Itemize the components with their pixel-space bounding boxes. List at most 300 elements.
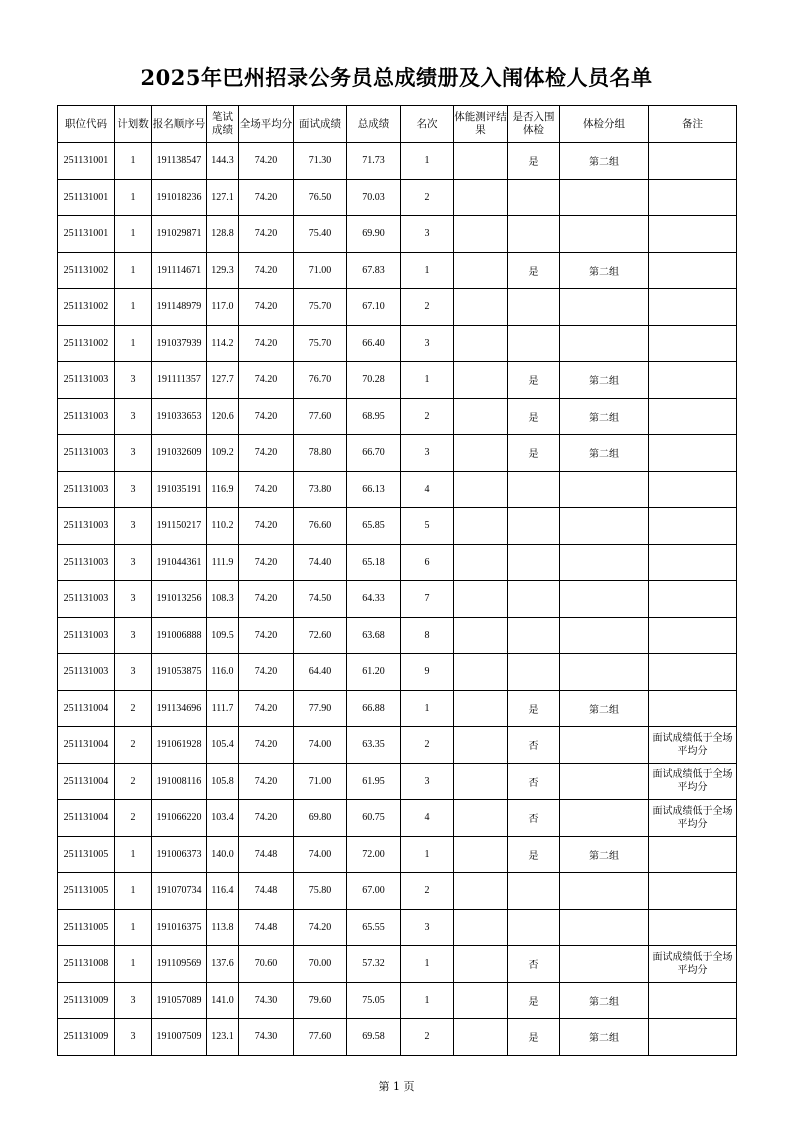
- cell-plan-count: 1: [115, 325, 152, 362]
- cell-interview-score: 77.60: [294, 398, 347, 435]
- cell-registration-no: 191109569: [152, 946, 207, 983]
- cell-total-score: 72.00: [347, 836, 401, 873]
- table-row: [58, 289, 737, 326]
- cell-written-score: 108.3: [207, 581, 239, 618]
- table-row: [58, 325, 737, 362]
- cell-plan-count: 3: [115, 398, 152, 435]
- cell-exam-group: 第二组: [560, 982, 649, 1019]
- cell-written-score: 127.1: [207, 179, 239, 216]
- cell-interview-score: 79.60: [294, 982, 347, 1019]
- cell-shortlisted: [508, 216, 560, 253]
- cell-exam-group: 第二组: [560, 252, 649, 289]
- cell-registration-no: 191053875: [152, 654, 207, 691]
- cell-registration-no: 191070734: [152, 873, 207, 910]
- cell-shortlisted: [508, 873, 560, 910]
- cell-rank: 5: [401, 508, 454, 545]
- cell-average-score: 74.20: [239, 471, 294, 508]
- table-row: [58, 1019, 737, 1056]
- table-row: [58, 800, 737, 837]
- cell-rank: 3: [401, 763, 454, 800]
- cell-average-score: 74.20: [239, 690, 294, 727]
- table-row: [58, 909, 737, 946]
- cell-rank: 8: [401, 617, 454, 654]
- cell-fitness-result: [454, 836, 508, 873]
- cell-plan-count: 1: [115, 946, 152, 983]
- cell-rank: 4: [401, 471, 454, 508]
- cell-rank: 1: [401, 252, 454, 289]
- cell-remarks: 面试成绩低于全场平均分: [649, 763, 737, 800]
- table-row: [58, 435, 737, 472]
- cell-remarks: [649, 435, 737, 472]
- cell-rank: 1: [401, 982, 454, 1019]
- cell-fitness-result: [454, 289, 508, 326]
- cell-written-score: 109.5: [207, 617, 239, 654]
- cell-fitness-result: [454, 982, 508, 1019]
- cell-shortlisted: 否: [508, 946, 560, 983]
- cell-remarks: 面试成绩低于全场平均分: [649, 800, 737, 837]
- cell-plan-count: 1: [115, 179, 152, 216]
- cell-registration-no: 191057089: [152, 982, 207, 1019]
- cell-registration-no: 191033653: [152, 398, 207, 435]
- cell-position-code: 251131001: [58, 216, 115, 253]
- cell-registration-no: 191006888: [152, 617, 207, 654]
- table-row: [58, 617, 737, 654]
- cell-plan-count: 3: [115, 982, 152, 1019]
- cell-written-score: 117.0: [207, 289, 239, 326]
- cell-remarks: [649, 581, 737, 618]
- cell-fitness-result: [454, 800, 508, 837]
- cell-written-score: 114.2: [207, 325, 239, 362]
- table-row: [58, 252, 737, 289]
- cell-shortlisted: 是: [508, 398, 560, 435]
- cell-total-score: 69.58: [347, 1019, 401, 1056]
- cell-average-score: 74.20: [239, 435, 294, 472]
- cell-fitness-result: [454, 727, 508, 764]
- cell-rank: 4: [401, 800, 454, 837]
- table-row: [58, 763, 737, 800]
- cell-fitness-result: [454, 763, 508, 800]
- header-col-written-score: 笔试成绩: [207, 106, 239, 143]
- cell-shortlisted: 是: [508, 836, 560, 873]
- cell-average-score: 74.30: [239, 1019, 294, 1056]
- cell-shortlisted: 是: [508, 435, 560, 472]
- cell-total-score: 71.73: [347, 143, 401, 180]
- table-row: [58, 690, 737, 727]
- table-header-row: [58, 106, 737, 143]
- cell-registration-no: 191008116: [152, 763, 207, 800]
- cell-plan-count: 1: [115, 909, 152, 946]
- cell-remarks: [649, 143, 737, 180]
- cell-total-score: 63.35: [347, 727, 401, 764]
- cell-total-score: 70.28: [347, 362, 401, 399]
- cell-average-score: 74.20: [239, 617, 294, 654]
- cell-exam-group: [560, 654, 649, 691]
- header-col-shortlisted: 是否入围体检: [508, 106, 560, 143]
- cell-registration-no: 191134696: [152, 690, 207, 727]
- cell-written-score: 137.6: [207, 946, 239, 983]
- cell-remarks: [649, 179, 737, 216]
- cell-remarks: [649, 471, 737, 508]
- cell-registration-no: 191035191: [152, 471, 207, 508]
- cell-total-score: 61.20: [347, 654, 401, 691]
- cell-position-code: 251131003: [58, 471, 115, 508]
- cell-written-score: 113.8: [207, 909, 239, 946]
- cell-rank: 1: [401, 143, 454, 180]
- cell-average-score: 74.30: [239, 982, 294, 1019]
- cell-remarks: [649, 617, 737, 654]
- cell-interview-score: 76.50: [294, 179, 347, 216]
- table-row: [58, 982, 737, 1019]
- cell-interview-score: 75.70: [294, 325, 347, 362]
- cell-position-code: 251131009: [58, 982, 115, 1019]
- cell-total-score: 66.88: [347, 690, 401, 727]
- cell-average-score: 74.20: [239, 800, 294, 837]
- cell-shortlisted: 是: [508, 143, 560, 180]
- cell-written-score: 144.3: [207, 143, 239, 180]
- header-col-total-score: 总成绩: [347, 106, 401, 143]
- cell-plan-count: 1: [115, 836, 152, 873]
- cell-exam-group: [560, 216, 649, 253]
- cell-registration-no: 191029871: [152, 216, 207, 253]
- cell-plan-count: 1: [115, 143, 152, 180]
- cell-total-score: 70.03: [347, 179, 401, 216]
- cell-position-code: 251131002: [58, 325, 115, 362]
- cell-rank: 1: [401, 946, 454, 983]
- cell-written-score: 105.4: [207, 727, 239, 764]
- cell-plan-count: 2: [115, 800, 152, 837]
- cell-position-code: 251131004: [58, 690, 115, 727]
- cell-average-score: 74.20: [239, 143, 294, 180]
- cell-total-score: 63.68: [347, 617, 401, 654]
- cell-rank: 7: [401, 581, 454, 618]
- cell-interview-score: 78.80: [294, 435, 347, 472]
- cell-remarks: [649, 1019, 737, 1056]
- cell-average-score: 74.20: [239, 398, 294, 435]
- cell-rank: 1: [401, 836, 454, 873]
- cell-shortlisted: [508, 654, 560, 691]
- cell-fitness-result: [454, 1019, 508, 1056]
- cell-average-score: 74.20: [239, 179, 294, 216]
- cell-average-score: 74.20: [239, 289, 294, 326]
- table-row: [58, 654, 737, 691]
- cell-written-score: 123.1: [207, 1019, 239, 1056]
- cell-fitness-result: [454, 362, 508, 399]
- cell-total-score: 60.75: [347, 800, 401, 837]
- cell-average-score: 74.20: [239, 216, 294, 253]
- cell-shortlisted: 是: [508, 1019, 560, 1056]
- cell-exam-group: 第二组: [560, 1019, 649, 1056]
- cell-plan-count: 2: [115, 763, 152, 800]
- cell-total-score: 64.33: [347, 581, 401, 618]
- cell-remarks: 面试成绩低于全场平均分: [649, 727, 737, 764]
- cell-plan-count: 3: [115, 471, 152, 508]
- cell-shortlisted: [508, 581, 560, 618]
- table-row: [58, 508, 737, 545]
- cell-position-code: 251131003: [58, 617, 115, 654]
- cell-written-score: 116.0: [207, 654, 239, 691]
- cell-written-score: 129.3: [207, 252, 239, 289]
- cell-registration-no: 191007509: [152, 1019, 207, 1056]
- table-row: [58, 362, 737, 399]
- cell-fitness-result: [454, 143, 508, 180]
- cell-plan-count: 1: [115, 289, 152, 326]
- cell-shortlisted: [508, 544, 560, 581]
- table-row: [58, 873, 737, 910]
- cell-remarks: [649, 982, 737, 1019]
- cell-total-score: 57.32: [347, 946, 401, 983]
- cell-shortlisted: [508, 325, 560, 362]
- cell-interview-score: 74.00: [294, 836, 347, 873]
- header-col-position-code: 职位代码: [58, 106, 115, 143]
- cell-written-score: 111.7: [207, 690, 239, 727]
- table-row: [58, 143, 737, 180]
- cell-fitness-result: [454, 325, 508, 362]
- cell-fitness-result: [454, 252, 508, 289]
- cell-total-score: 67.83: [347, 252, 401, 289]
- cell-rank: 3: [401, 325, 454, 362]
- cell-average-score: 74.20: [239, 763, 294, 800]
- cell-registration-no: 191061928: [152, 727, 207, 764]
- cell-registration-no: 191032609: [152, 435, 207, 472]
- cell-registration-no: 191148979: [152, 289, 207, 326]
- cell-exam-group: 第二组: [560, 690, 649, 727]
- cell-registration-no: 191037939: [152, 325, 207, 362]
- cell-remarks: 面试成绩低于全场平均分: [649, 946, 737, 983]
- cell-total-score: 67.00: [347, 873, 401, 910]
- cell-average-score: 74.20: [239, 727, 294, 764]
- cell-exam-group: [560, 325, 649, 362]
- cell-written-score: 140.0: [207, 836, 239, 873]
- table-row: [58, 179, 737, 216]
- cell-plan-count: 3: [115, 508, 152, 545]
- cell-position-code: 251131004: [58, 763, 115, 800]
- cell-average-score: 74.20: [239, 654, 294, 691]
- cell-interview-score: 76.70: [294, 362, 347, 399]
- cell-written-score: 110.2: [207, 508, 239, 545]
- cell-position-code: 251131001: [58, 179, 115, 216]
- cell-interview-score: 74.40: [294, 544, 347, 581]
- cell-shortlisted: 否: [508, 800, 560, 837]
- cell-plan-count: 3: [115, 435, 152, 472]
- cell-remarks: [649, 836, 737, 873]
- cell-rank: 2: [401, 289, 454, 326]
- cell-rank: 2: [401, 1019, 454, 1056]
- cell-fitness-result: [454, 398, 508, 435]
- cell-average-score: 74.20: [239, 544, 294, 581]
- cell-total-score: 65.18: [347, 544, 401, 581]
- cell-interview-score: 72.60: [294, 617, 347, 654]
- cell-average-score: 74.48: [239, 873, 294, 910]
- cell-interview-score: 70.00: [294, 946, 347, 983]
- cell-position-code: 251131003: [58, 581, 115, 618]
- cell-fitness-result: [454, 873, 508, 910]
- header-col-fitness-result: 体能测评结果: [454, 106, 508, 143]
- cell-fitness-result: [454, 909, 508, 946]
- cell-registration-no: 191013256: [152, 581, 207, 618]
- cell-shortlisted: [508, 909, 560, 946]
- cell-written-score: 127.7: [207, 362, 239, 399]
- cell-plan-count: 3: [115, 617, 152, 654]
- cell-position-code: 251131003: [58, 435, 115, 472]
- cell-total-score: 69.90: [347, 216, 401, 253]
- cell-registration-no: 191150217: [152, 508, 207, 545]
- cell-exam-group: [560, 946, 649, 983]
- cell-remarks: [649, 398, 737, 435]
- cell-position-code: 251131003: [58, 508, 115, 545]
- cell-fitness-result: [454, 471, 508, 508]
- cell-fitness-result: [454, 617, 508, 654]
- cell-position-code: 251131003: [58, 362, 115, 399]
- cell-exam-group: [560, 581, 649, 618]
- cell-remarks: [649, 690, 737, 727]
- cell-registration-no: 191111357: [152, 362, 207, 399]
- cell-interview-score: 77.90: [294, 690, 347, 727]
- cell-written-score: 128.8: [207, 216, 239, 253]
- cell-shortlisted: [508, 617, 560, 654]
- cell-shortlisted: 是: [508, 982, 560, 1019]
- cell-remarks: [649, 544, 737, 581]
- cell-interview-score: 77.60: [294, 1019, 347, 1056]
- table-row: [58, 946, 737, 983]
- table-body: [58, 143, 737, 1056]
- cell-exam-group: 第二组: [560, 435, 649, 472]
- cell-interview-score: 71.00: [294, 252, 347, 289]
- cell-interview-score: 69.80: [294, 800, 347, 837]
- table-row: [58, 398, 737, 435]
- document-title: 2025年巴州招录公务员总成绩册及入闱体检人员名单: [140, 65, 653, 90]
- cell-fitness-result: [454, 435, 508, 472]
- table-row: [58, 581, 737, 618]
- cell-written-score: 103.4: [207, 800, 239, 837]
- cell-rank: 3: [401, 216, 454, 253]
- cell-average-score: 74.20: [239, 508, 294, 545]
- cell-remarks: [649, 654, 737, 691]
- cell-interview-score: 71.00: [294, 763, 347, 800]
- cell-plan-count: 3: [115, 362, 152, 399]
- cell-remarks: [649, 362, 737, 399]
- cell-fitness-result: [454, 216, 508, 253]
- cell-exam-group: 第二组: [560, 836, 649, 873]
- cell-position-code: 251131009: [58, 1019, 115, 1056]
- cell-total-score: 66.13: [347, 471, 401, 508]
- cell-interview-score: 64.40: [294, 654, 347, 691]
- cell-registration-no: 191006373: [152, 836, 207, 873]
- cell-remarks: [649, 289, 737, 326]
- cell-position-code: 251131005: [58, 873, 115, 910]
- cell-rank: 3: [401, 435, 454, 472]
- cell-shortlisted: [508, 471, 560, 508]
- cell-rank: 9: [401, 654, 454, 691]
- cell-exam-group: [560, 508, 649, 545]
- cell-position-code: 251131008: [58, 946, 115, 983]
- cell-exam-group: 第二组: [560, 362, 649, 399]
- cell-written-score: 141.0: [207, 982, 239, 1019]
- cell-total-score: 61.95: [347, 763, 401, 800]
- header-col-interview-score: 面试成绩: [294, 106, 347, 143]
- cell-interview-score: 76.60: [294, 508, 347, 545]
- cell-written-score: 116.9: [207, 471, 239, 508]
- cell-shortlisted: 是: [508, 252, 560, 289]
- cell-total-score: 66.70: [347, 435, 401, 472]
- cell-average-score: 74.20: [239, 362, 294, 399]
- cell-position-code: 251131003: [58, 544, 115, 581]
- cell-rank: 2: [401, 179, 454, 216]
- cell-exam-group: [560, 179, 649, 216]
- cell-total-score: 68.95: [347, 398, 401, 435]
- cell-plan-count: 3: [115, 544, 152, 581]
- cell-fitness-result: [454, 179, 508, 216]
- cell-shortlisted: [508, 508, 560, 545]
- cell-plan-count: 1: [115, 873, 152, 910]
- cell-remarks: [649, 508, 737, 545]
- table-row: [58, 544, 737, 581]
- cell-written-score: 111.9: [207, 544, 239, 581]
- results-table: [57, 105, 737, 1056]
- cell-exam-group: [560, 289, 649, 326]
- cell-remarks: [649, 873, 737, 910]
- cell-plan-count: 1: [115, 252, 152, 289]
- cell-interview-score: 75.70: [294, 289, 347, 326]
- cell-exam-group: [560, 763, 649, 800]
- cell-plan-count: 2: [115, 690, 152, 727]
- cell-remarks: [649, 252, 737, 289]
- cell-average-score: 70.60: [239, 946, 294, 983]
- cell-shortlisted: [508, 289, 560, 326]
- cell-rank: 2: [401, 727, 454, 764]
- cell-average-score: 74.20: [239, 252, 294, 289]
- cell-position-code: 251131005: [58, 909, 115, 946]
- cell-interview-score: 74.50: [294, 581, 347, 618]
- cell-registration-no: 191066220: [152, 800, 207, 837]
- header-col-exam-group: 体检分组: [560, 106, 649, 143]
- cell-registration-no: 191018236: [152, 179, 207, 216]
- cell-rank: 3: [401, 909, 454, 946]
- cell-written-score: 116.4: [207, 873, 239, 910]
- cell-plan-count: 2: [115, 727, 152, 764]
- cell-shortlisted: 否: [508, 727, 560, 764]
- cell-interview-score: 74.20: [294, 909, 347, 946]
- cell-plan-count: 3: [115, 1019, 152, 1056]
- cell-shortlisted: 是: [508, 690, 560, 727]
- cell-shortlisted: 是: [508, 362, 560, 399]
- cell-total-score: 65.55: [347, 909, 401, 946]
- cell-average-score: 74.20: [239, 581, 294, 618]
- cell-registration-no: 191016375: [152, 909, 207, 946]
- cell-shortlisted: [508, 179, 560, 216]
- cell-total-score: 66.40: [347, 325, 401, 362]
- cell-fitness-result: [454, 690, 508, 727]
- cell-position-code: 251131003: [58, 654, 115, 691]
- header-col-rank: 名次: [401, 106, 454, 143]
- cell-total-score: 65.85: [347, 508, 401, 545]
- cell-exam-group: 第二组: [560, 398, 649, 435]
- cell-registration-no: 191138547: [152, 143, 207, 180]
- cell-exam-group: [560, 800, 649, 837]
- cell-written-score: 105.8: [207, 763, 239, 800]
- cell-remarks: [649, 325, 737, 362]
- cell-interview-score: 75.40: [294, 216, 347, 253]
- cell-registration-no: 191044361: [152, 544, 207, 581]
- cell-exam-group: [560, 909, 649, 946]
- cell-plan-count: 3: [115, 654, 152, 691]
- cell-shortlisted: 否: [508, 763, 560, 800]
- cell-registration-no: 191114671: [152, 252, 207, 289]
- cell-exam-group: [560, 617, 649, 654]
- header-col-plan-count: 计划数: [115, 106, 152, 143]
- header-col-registration-no: 报名顺序号: [152, 106, 207, 143]
- cell-rank: 1: [401, 690, 454, 727]
- cell-exam-group: 第二组: [560, 143, 649, 180]
